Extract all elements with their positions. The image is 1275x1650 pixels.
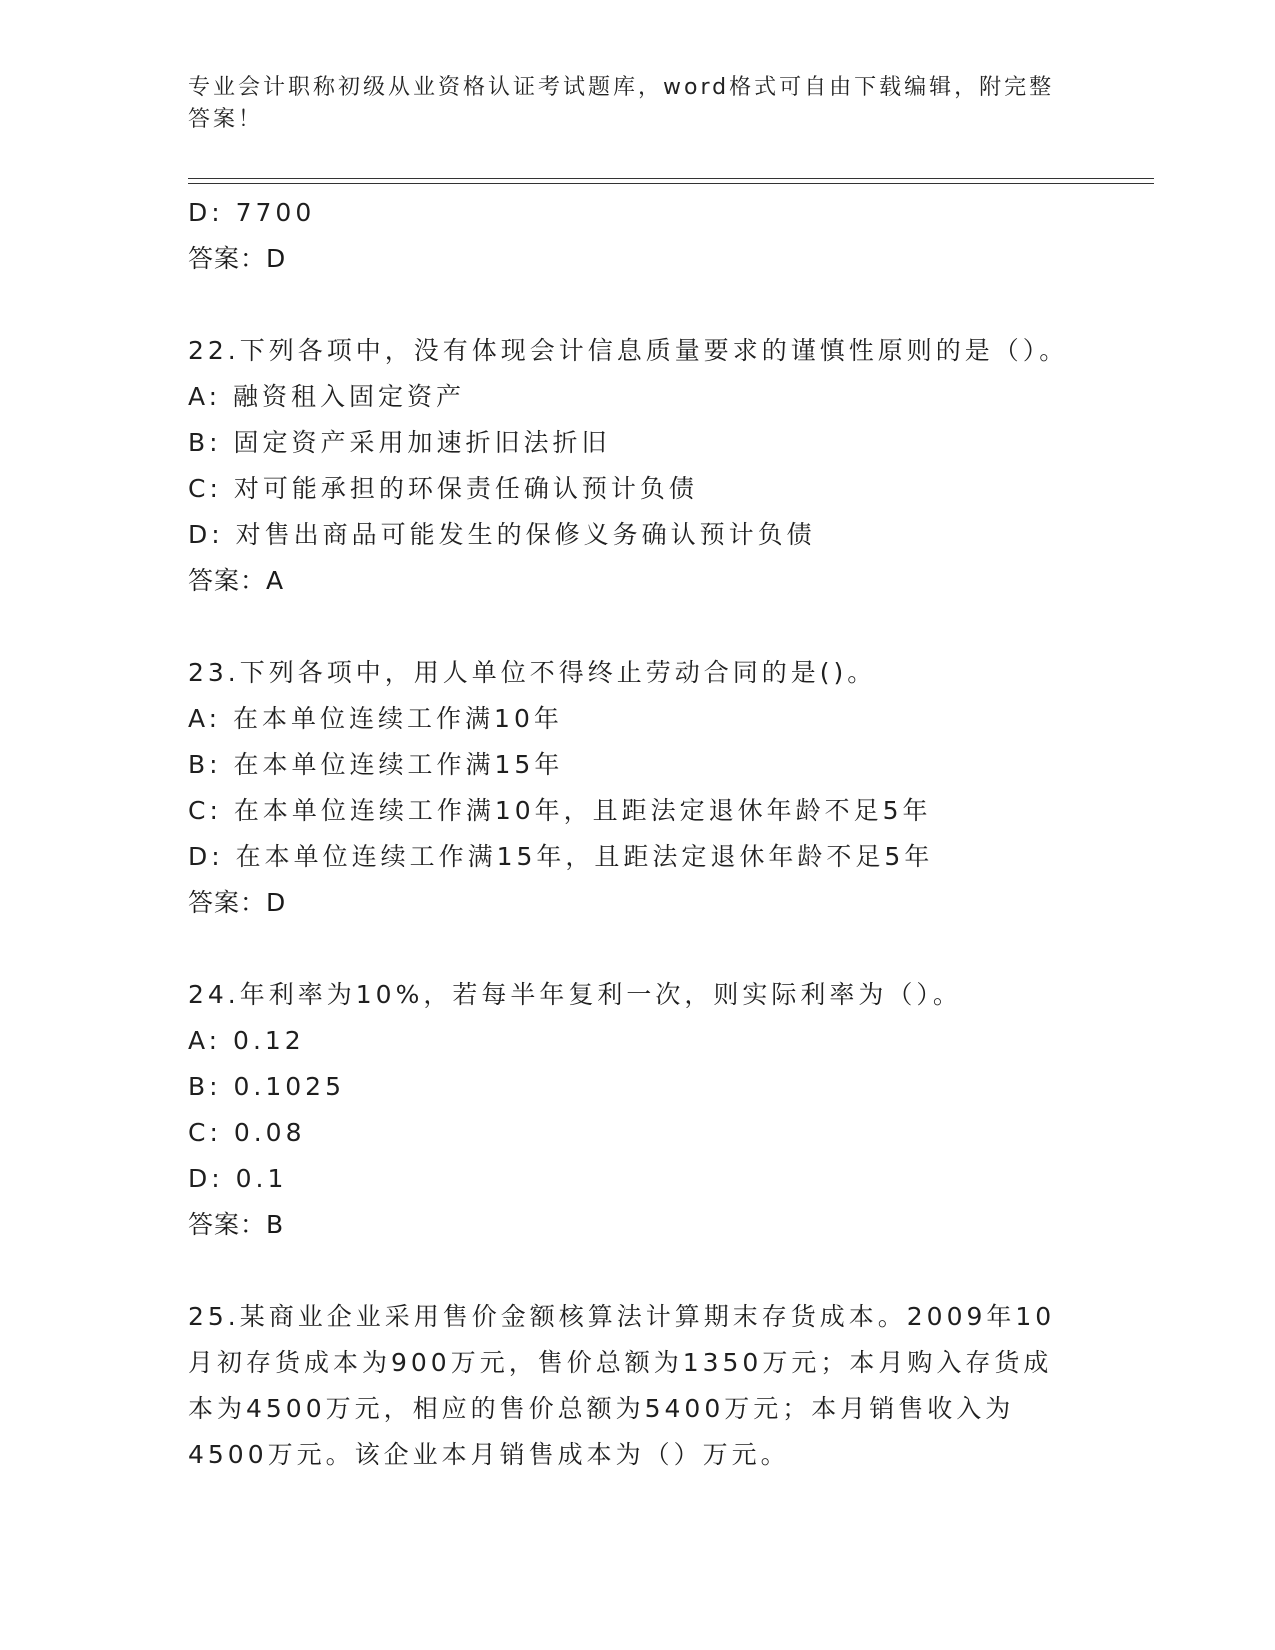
question-23 [188, 650, 1088, 926]
option-a: A: 融资租入固定资产 [188, 382, 466, 411]
option-c: C: 0.08 [188, 1118, 306, 1147]
prev-answer: 答案：D [188, 244, 287, 273]
option-b: B: 固定资产采用加速折旧法折旧 [188, 428, 611, 457]
question-stem: 22.下列各项中，没有体现会计信息质量要求的谨慎性原则的是（）。 [188, 336, 1069, 365]
option-a: A: 在本单位连续工作满10年 [188, 704, 563, 733]
question-stem: 23.下列各项中，用人单位不得终止劳动合同的是()。 [188, 658, 877, 687]
question-25-stem: 25.某商业企业采用售价金额核算法计算期末存货成本。2009年10月初存货成本为900万元，售价总额为1350万元；本月购入存货成本为4500万元，相应的售价总额为5400万元；本月销售收入为4500万元。该企业本月销售成本为（）万元。 [188, 1302, 1056, 1469]
answer: 答案：A [188, 566, 285, 595]
header-rule-bottom [188, 183, 1154, 184]
option-c: C: 对可能承担的环保责任确认预计负债 [188, 474, 698, 503]
option-d: D: 对售出商品可能发生的保修义务确认预计负债 [188, 520, 816, 549]
option-b: B: 在本单位连续工作满15年 [188, 750, 564, 779]
question-stem: 24.年利率为10%，若每半年复利一次，则实际利率为（）。 [188, 980, 962, 1009]
question-22 [188, 328, 1088, 604]
prev-option-d: D: 7700 [188, 198, 316, 227]
option-c: C: 在本单位连续工作满10年，且距法定退休年龄不足5年 [188, 796, 932, 825]
answer: 答案：B [188, 1210, 285, 1239]
option-d: D: 在本单位连续工作满15年，且距法定退休年龄不足5年 [188, 842, 934, 871]
document-header: 专业会计职称初级从业资格认证考试题库，word格式可自由下载编辑，附完整答案！ [188, 75, 1055, 132]
option-a: A: 0.12 [188, 1026, 305, 1055]
header-rule-top [188, 178, 1154, 179]
option-d: D: 0.1 [188, 1164, 288, 1193]
answer: 答案：D [188, 888, 287, 917]
document-body [188, 190, 1088, 1478]
option-b: B: 0.1025 [188, 1072, 345, 1101]
question-24 [188, 972, 1088, 1248]
